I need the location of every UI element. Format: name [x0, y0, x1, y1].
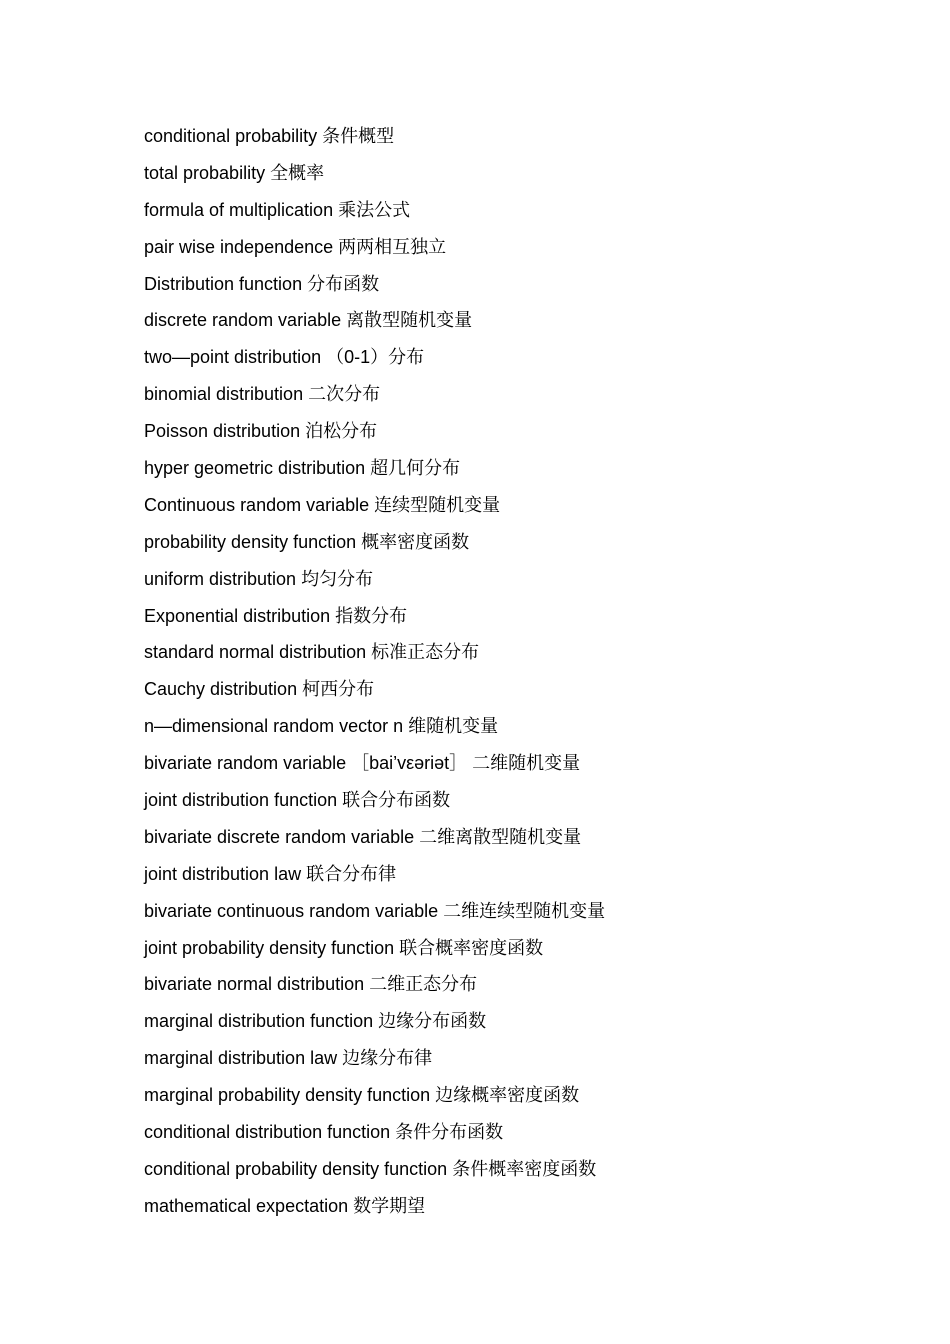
term-text: binomial distribution 二次分布 — [144, 384, 381, 405]
glossary-term — [144, 897, 605, 934]
term-text: standard normal distribution 标准正态分布 — [144, 642, 480, 663]
glossary-term — [144, 934, 605, 971]
glossary-term — [144, 417, 605, 454]
term-text: pair wise independence 两两相互独立 — [144, 236, 447, 257]
term-text: bivariate random variable ［bai’vεəriət］ 二维随机变量 — [144, 753, 581, 774]
glossary-term — [144, 159, 605, 196]
glossary-term — [144, 712, 605, 749]
glossary-term — [144, 1007, 605, 1044]
term-text: joint probability density function 联合概率密度函数 — [144, 937, 544, 958]
glossary-term — [144, 749, 605, 786]
term-text: bivariate continuous random variable 二维连续型随机变量 — [144, 900, 606, 921]
glossary-term — [144, 565, 605, 602]
glossary-term — [144, 1044, 605, 1081]
glossary-term — [144, 196, 605, 233]
term-text: formula of multiplication 乘法公式 — [144, 199, 411, 220]
glossary-term — [144, 1081, 605, 1118]
glossary-term — [144, 233, 605, 270]
term-text: conditional probability 条件概型 — [144, 126, 395, 146]
term-text: hyper geometric distribution 超几何分布 — [144, 458, 461, 479]
term-text: uniform distribution 均匀分布 — [144, 568, 374, 589]
glossary-term — [144, 786, 605, 823]
glossary-term — [144, 675, 605, 712]
term-text: two—point distribution （0-1）分布 — [144, 347, 425, 368]
term-text: conditional probability density function 条件概率密度函数 — [144, 1158, 597, 1179]
term-text: Exponential distribution 指数分布 — [144, 605, 408, 626]
glossary-term — [144, 454, 605, 491]
term-text: joint distribution function 联合分布函数 — [144, 790, 451, 811]
term-text: mathematical expectation 数学期望 — [144, 1195, 426, 1216]
glossary-term — [144, 528, 605, 565]
glossary-term — [144, 306, 605, 343]
term-text: Cauchy distribution 柯西分布 — [144, 679, 375, 700]
glossary-term — [144, 491, 605, 528]
term-text: marginal distribution function 边缘分布函数 — [144, 1011, 487, 1032]
glossary-term — [144, 1118, 605, 1155]
term-text: marginal distribution law 边缘分布律 — [144, 1048, 433, 1069]
term-text: joint distribution law 联合分布律 — [144, 863, 397, 884]
term-text: Continuous random variable 连续型随机变量 — [144, 494, 501, 515]
glossary-term — [144, 638, 605, 675]
glossary-term — [144, 860, 605, 897]
glossary-term-list — [144, 122, 605, 1229]
term-text: discrete random variable 离散型随机变量 — [144, 310, 473, 331]
glossary-term — [144, 602, 605, 639]
term-text: marginal probability density function 边缘概率密度函数 — [144, 1085, 580, 1106]
term-text: Poisson distribution 泊松分布 — [144, 421, 378, 442]
glossary-term — [144, 1155, 605, 1192]
glossary-term — [144, 970, 605, 1007]
glossary-term — [144, 270, 605, 307]
term-text: n—dimensional random vector n 维随机变量 — [144, 716, 499, 737]
term-text: total probability 全概率 — [144, 162, 325, 183]
term-text: Distribution function 分布函数 — [144, 273, 380, 294]
term-text: probability density function 概率密度函数 — [144, 531, 470, 552]
term-text: bivariate normal distribution 二维正态分布 — [144, 974, 478, 995]
glossary-term — [144, 343, 605, 380]
term-text: conditional distribution function 条件分布函数 — [144, 1122, 504, 1143]
glossary-term — [144, 122, 605, 159]
glossary-term — [144, 823, 605, 860]
glossary-term — [144, 380, 605, 417]
glossary-term — [144, 1192, 605, 1229]
term-text: bivariate discrete random variable 二维离散型随机变量 — [144, 826, 582, 847]
